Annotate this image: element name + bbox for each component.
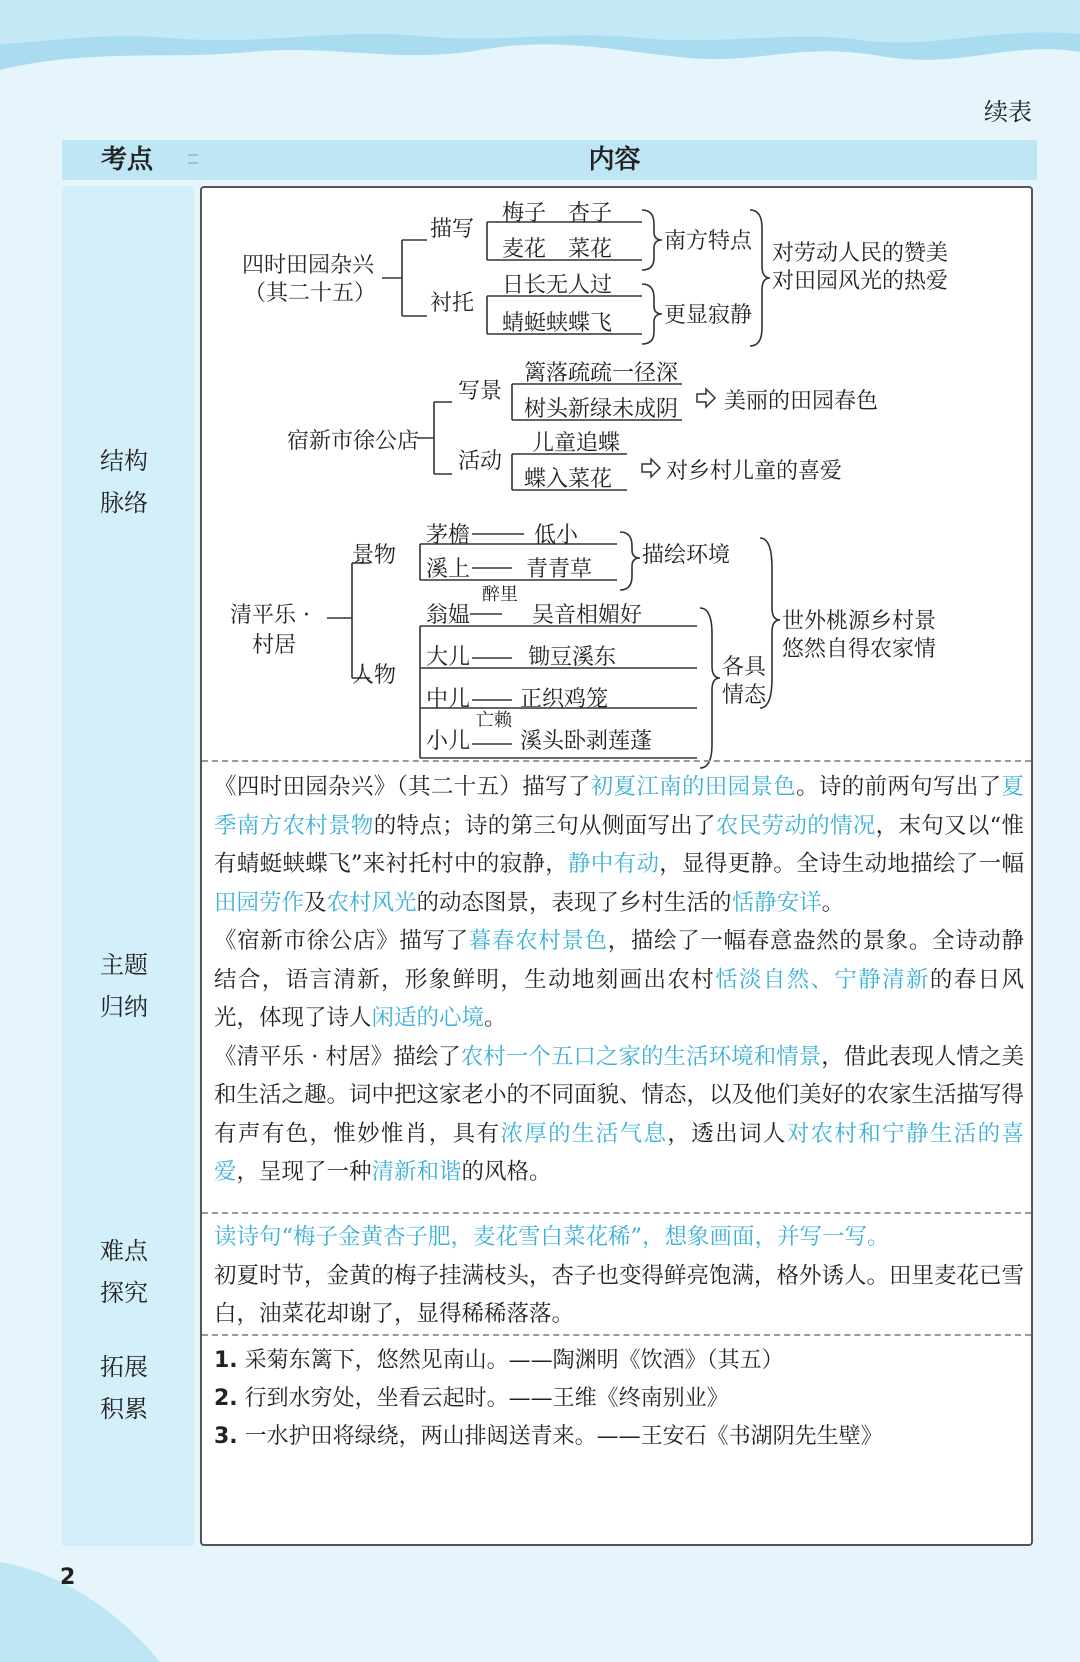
poem2-item: 蝶入菜花 [524, 467, 613, 492]
row-label-difficulty: 难点 探究 [100, 1237, 148, 1307]
poem2-branch-activity: 活动 [458, 449, 503, 474]
body-text: 。 [821, 889, 845, 916]
theme-paragraph [214, 922, 1024, 1038]
poem3-scene-summary: 描绘环境 [642, 543, 731, 568]
body-text: 的风格。 [461, 1159, 552, 1185]
body-text: ，描绘了一幅春意盎然的景象。全诗动静结合，语言清新，形象鲜明，生动地刻画出农村 [214, 928, 1024, 993]
poem1-item: 蜻蜓蛱蝶飞 [502, 311, 613, 336]
poem3-person-right: 锄豆溪东 [528, 645, 617, 670]
poem1-subtitle: （其二十五） [244, 281, 377, 306]
highlight-text: 初夏江南的田园景色 [590, 774, 797, 800]
poem3-scene-right: 低小 [534, 523, 579, 548]
difficulty-answer: 初夏时节，金黄的梅子挂满枝头，杏子也变得鲜亮饱满，格外诱人。田里麦花已雪白，油菜花却谢了，显得稀稀落落。 [214, 1262, 1025, 1327]
difficulty-question: 读诗句“梅子金黄杏子肥，麦花雪白菜花稀”，想象画面，并写一写。 [214, 1224, 890, 1250]
poem3-people-summary: 情态 [722, 683, 767, 708]
highlight-text: 闲适的心境 [371, 1005, 485, 1031]
body-text: 《清平乐 · 村居》描绘了 [214, 1043, 461, 1070]
body-text: 《四时田园杂兴》（其二十五）描写了 [214, 774, 591, 800]
extension-item: 1. 采菊东篱下，悠然见南山。——陶渊明《饮酒》（其五） [214, 1348, 784, 1373]
highlight-text: 清新和谐 [371, 1159, 462, 1185]
body-text: 的春日风光，体现了诗人 [214, 966, 1024, 1031]
poem3-person-over: 亡赖 [476, 710, 512, 731]
poem3-person-left: 小儿 [426, 729, 471, 754]
highlight-text: 农民劳动的情况 [715, 812, 876, 839]
header-content: 内容 [588, 145, 641, 175]
poem3-conclusion: 悠然自得农家情 [782, 637, 937, 662]
highlight-text: 农村风光 [326, 889, 417, 916]
content-panel [200, 186, 1033, 1546]
theme-paragraph [214, 768, 1024, 922]
theme-summary [214, 768, 1024, 1192]
theme-paragraph [214, 1038, 1024, 1192]
exam-point-column [62, 186, 194, 1546]
poem3-person-over: 醉里 [482, 584, 518, 605]
poem1-conclusion: 对劳动人民的赞美 [772, 241, 949, 266]
poem3-person-left: 翁媪 [426, 603, 471, 628]
row-label-extension: 拓展 积累 [100, 1353, 148, 1423]
row-label-structure: 结构 脉络 [100, 447, 148, 517]
body-text: ，呈现了一种 [236, 1159, 372, 1185]
poem3-scene-left: 溪上 [426, 557, 471, 582]
poem2-result-children: 对乡村儿童的喜爱 [666, 459, 843, 484]
body-text: 。诗的前两句写出了 [796, 774, 1002, 800]
section-divider [202, 1334, 1031, 1336]
extension-item: 3. 一水护田将绿绕，两山排闼送青来。——王安石《书湖阴先生壁》 [214, 1424, 883, 1449]
highlight-text: 暮春农村景色 [468, 928, 608, 954]
page-number: 2 [60, 1565, 76, 1590]
poem3-scene-right: 青青草 [526, 557, 593, 582]
poem3-person-right: 吴音相媚好 [532, 603, 643, 628]
body-text: 的动态图景，表现了乡村生活的 [416, 889, 732, 916]
poem3-person-left: 大儿 [426, 645, 471, 670]
poem3-scene-left: 茅檐 [426, 523, 471, 548]
poem1-branch-contrast: 衬托 [430, 291, 475, 316]
body-text: 。 [484, 1005, 507, 1031]
decorative-sky-banner [0, 0, 1080, 110]
poem1-summary-south: 南方特点 [664, 229, 753, 254]
body-text: ，借此表现人情之美和生活之趣。词中把这家老小的不同面貌、情态，以及他们美好的农家生活描写得有声有色，惟妙惟肖，具有 [214, 1043, 1025, 1147]
body-text: 《宿新市徐公店》描写了 [214, 928, 469, 954]
poem3-people-summary: 各具 [722, 655, 767, 680]
poem2-title: 宿新市徐公店 [287, 429, 420, 454]
poem3-title: 清平乐 · [230, 603, 310, 628]
highlight-text: 恬静安详 [731, 889, 822, 916]
table-header-row [62, 140, 1037, 180]
poem3-conclusion: 世外桃源乡村景 [782, 609, 937, 634]
poem2-branch-scene: 写景 [458, 379, 503, 404]
highlight-text: 浓厚的生活气息 [500, 1120, 668, 1147]
section-divider [202, 760, 1031, 762]
poem3-person-right: 正织鸡笼 [520, 687, 609, 712]
poem3-person-right: 溪头卧剥莲蓬 [520, 729, 653, 754]
body-text: ，透出词人 [667, 1120, 787, 1147]
body-text: ，末句又以“惟有蜻蜓蛱蝶飞”来衬托村中的寂静， [214, 812, 1024, 877]
poem2-result-spring: 美丽的田园春色 [724, 389, 879, 414]
difficulty-section [214, 1218, 1024, 1334]
body-text: 的特点；诗的第三句从侧面写出了 [373, 812, 716, 839]
highlight-text: 夏季南方农村景物 [214, 774, 1024, 839]
poem1-item: 日长无人过 [502, 273, 613, 298]
poem1-summary-quiet: 更显寂静 [664, 303, 753, 328]
poem1-branch-describe: 描写 [430, 217, 475, 242]
body-text: ，显得更静。全诗生动地描绘了一幅 [659, 851, 1024, 877]
poem2-item: 儿童追蝶 [532, 431, 621, 456]
continued-table-label: 续表 [984, 98, 1032, 126]
row-label-theme: 主题 归纳 [100, 951, 148, 1021]
highlight-text: 静中有动 [568, 851, 660, 877]
body-text: 及 [304, 889, 327, 916]
poem2-item: 树头新绿未成阴 [524, 397, 679, 422]
poem3-branch-people: 人物 [352, 663, 397, 688]
poem2-item: 篱落疏疏一径深 [524, 361, 679, 386]
highlight-text: 田园劳作 [214, 889, 305, 916]
extension-list [214, 1342, 1024, 1456]
highlight-text: 恬淡自然、宁静清新 [715, 966, 930, 993]
header-exam-point: 考点 [100, 145, 153, 175]
poem1-conclusion: 对田园风光的热爱 [772, 269, 949, 294]
decorative-corner-wave [0, 1552, 170, 1662]
poem1-item: 麦花 菜花 [502, 237, 613, 262]
extension-item: 2. 行到水穷处，坐看云起时。——王维《终南别业》 [214, 1386, 729, 1411]
highlight-text: 对农村和宁静生活的喜爱 [214, 1120, 1024, 1185]
section-divider [202, 1212, 1031, 1214]
poem1-item: 梅子 杏子 [502, 201, 613, 226]
highlight-text: 农村一个五口之家的生活环境和情景 [460, 1043, 822, 1070]
poem3-person-left: 中儿 [426, 687, 471, 712]
poem3-branch-scenery: 景物 [352, 543, 397, 568]
poem3-subtitle: 村居 [252, 633, 297, 658]
poem1-title: 四时田园杂兴 [242, 253, 375, 278]
